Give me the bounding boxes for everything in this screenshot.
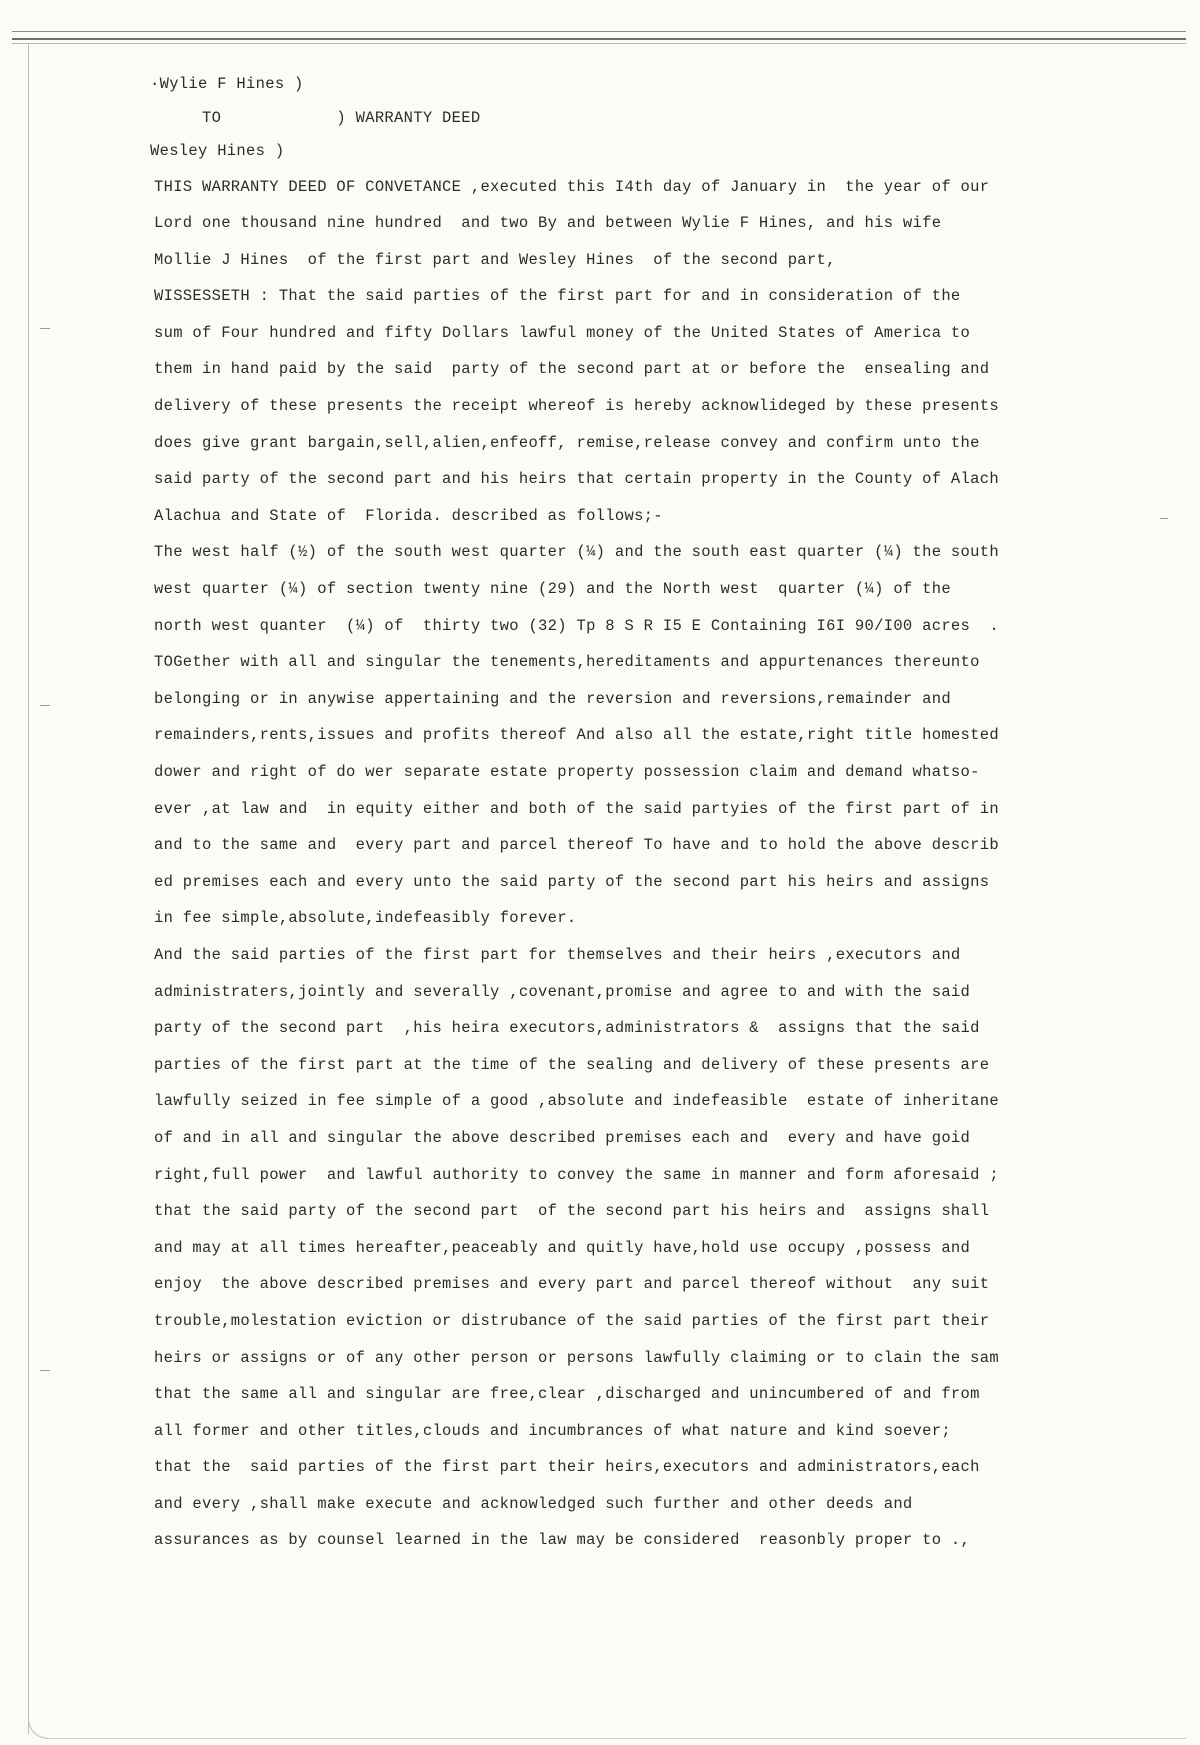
deed-line: all former and other titles,clouds and incumbrances of what nature and kind soever; bbox=[154, 1421, 951, 1440]
deed-line: ed premises each and every unto the said party of the second part his heirs and assigns bbox=[154, 872, 990, 891]
deed-line: parties of the first part at the time of the sealing and delivery of these presents are bbox=[154, 1055, 990, 1074]
deed-line: north west quanter (¼) of thirty two (32) Tp 8 S R I5 E Containing I6I 90/I00 acres . bbox=[154, 616, 999, 635]
deed-line: in fee simple,absolute,indefeasibly forever. bbox=[154, 909, 577, 928]
deed-line: party of the second part ,his heira executors,administrators & assigns that the said bbox=[154, 1019, 980, 1038]
deed-line: that the same all and singular are free,clear ,discharged and unincumbered of and from bbox=[154, 1385, 980, 1404]
deed-line: TOGether with all and singular the tenements,hereditaments and appurtenances thereunto bbox=[154, 653, 980, 672]
deed-line: and every ,shall make execute and acknowledged such further and other deeds and bbox=[154, 1494, 913, 1513]
deed-line: said party of the second part and his heirs that certain property in the County of Alach bbox=[154, 470, 999, 489]
deed-line: belonging or in anywise appertaining and the reversion and reversions,remainder and bbox=[154, 689, 951, 708]
deed-line: of and in all and singular the above described premises each and every and have goid bbox=[154, 1128, 971, 1147]
deed-line: and to the same and every part and parcel thereof To have and to hold the above describ bbox=[154, 836, 999, 855]
left-margin-rule bbox=[28, 44, 29, 1734]
deed-line: remainders,rents,issues and profits thereof And also all the estate,right title homested bbox=[154, 726, 999, 745]
header-grantee: Wesley Hines ) bbox=[150, 142, 285, 160]
bottom-left-corner-curve bbox=[28, 1716, 51, 1739]
deed-line: And the said parties of the first part for themselves and their heirs ,executors and bbox=[154, 945, 961, 964]
deed-line: WISSESSETH : That the said parties of the first part for and in consideration of the bbox=[154, 287, 961, 306]
deed-line: heirs or assigns or of any other person or persons lawfully claiming or to clain the sam bbox=[154, 1348, 999, 1367]
deed-line: The west half (½) of the south west quarter (¼) and the south east quarter (¼) the south bbox=[154, 543, 999, 562]
deed-line: trouble,molestation eviction or distrubance of the said parties of the first part their bbox=[154, 1311, 990, 1330]
header-grantor: ·Wylie F Hines ) bbox=[150, 75, 304, 93]
deed-line: sum of Four hundred and fifty Dollars lawful money of the United States of America to bbox=[154, 323, 971, 342]
margin-mark bbox=[1160, 518, 1168, 519]
top-border-rule-thin bbox=[12, 43, 1186, 44]
deed-line: Mollie J Hines of the first part and Wesley Hines of the second part, bbox=[154, 250, 836, 269]
margin-mark bbox=[40, 1370, 50, 1371]
deed-line: them in hand paid by the said party of the second part at or before the ensealing and bbox=[154, 360, 990, 379]
deed-line: lawfully seized in fee simple of a good ,absolute and indefeasible estate of inheritane bbox=[154, 1092, 999, 1111]
deed-line: right,full power and lawful authority to convey the same in manner and form aforesaid ; bbox=[154, 1165, 999, 1184]
deed-line: delivery of these presents the receipt whereof is hereby acknowlideged by these presents bbox=[154, 397, 999, 416]
deed-line: and may at all times hereafter,peaceably and quitly have,hold use occupy ,possess and bbox=[154, 1238, 971, 1257]
deed-line: administraters,jointly and severally ,covenant,promise and agree to and with the said bbox=[154, 982, 971, 1001]
deed-line: assurances as by counsel learned in the law may be considered reasonbly proper to ., bbox=[154, 1531, 971, 1550]
margin-mark bbox=[40, 328, 50, 329]
deed-line: that the said party of the second part of the second part his heirs and assigns shall bbox=[154, 1202, 990, 1221]
deed-line: that the said parties of the first part their heirs,executors and administrators,each bbox=[154, 1458, 980, 1477]
bottom-border-rule bbox=[48, 1738, 1186, 1739]
deed-line: dower and right of do wer separate estate property possession claim and demand whatso- bbox=[154, 763, 980, 781]
deed-line: ever ,at law and in equity either and both of the said partyies of the first part of in bbox=[154, 799, 999, 818]
top-border-rule bbox=[12, 31, 1186, 40]
deed-line: does give grant bargain,sell,alien,enfeoff, remise,release convey and confirm unto the bbox=[154, 433, 980, 452]
header-to-warranty-deed: TO ) WARRANTY DEED bbox=[202, 108, 481, 127]
margin-mark bbox=[40, 705, 50, 706]
deed-text-block bbox=[150, 68, 1150, 1559]
deed-line: enjoy the above described premises and every part and parcel thereof without any suit bbox=[154, 1275, 990, 1294]
deed-line: west quarter (¼) of section twenty nine (29) and the North west quarter (¼) of the bbox=[154, 580, 951, 599]
deed-line: Alachua and State of Florida. described as follows;- bbox=[154, 506, 663, 525]
deed-line: THIS WARRANTY DEED OF CONVETANCE ,executed this I4th day of January in the year of our bbox=[154, 177, 990, 196]
deed-line: Lord one thousand nine hundred and two By and between Wylie F Hines, and his wife bbox=[154, 214, 942, 233]
